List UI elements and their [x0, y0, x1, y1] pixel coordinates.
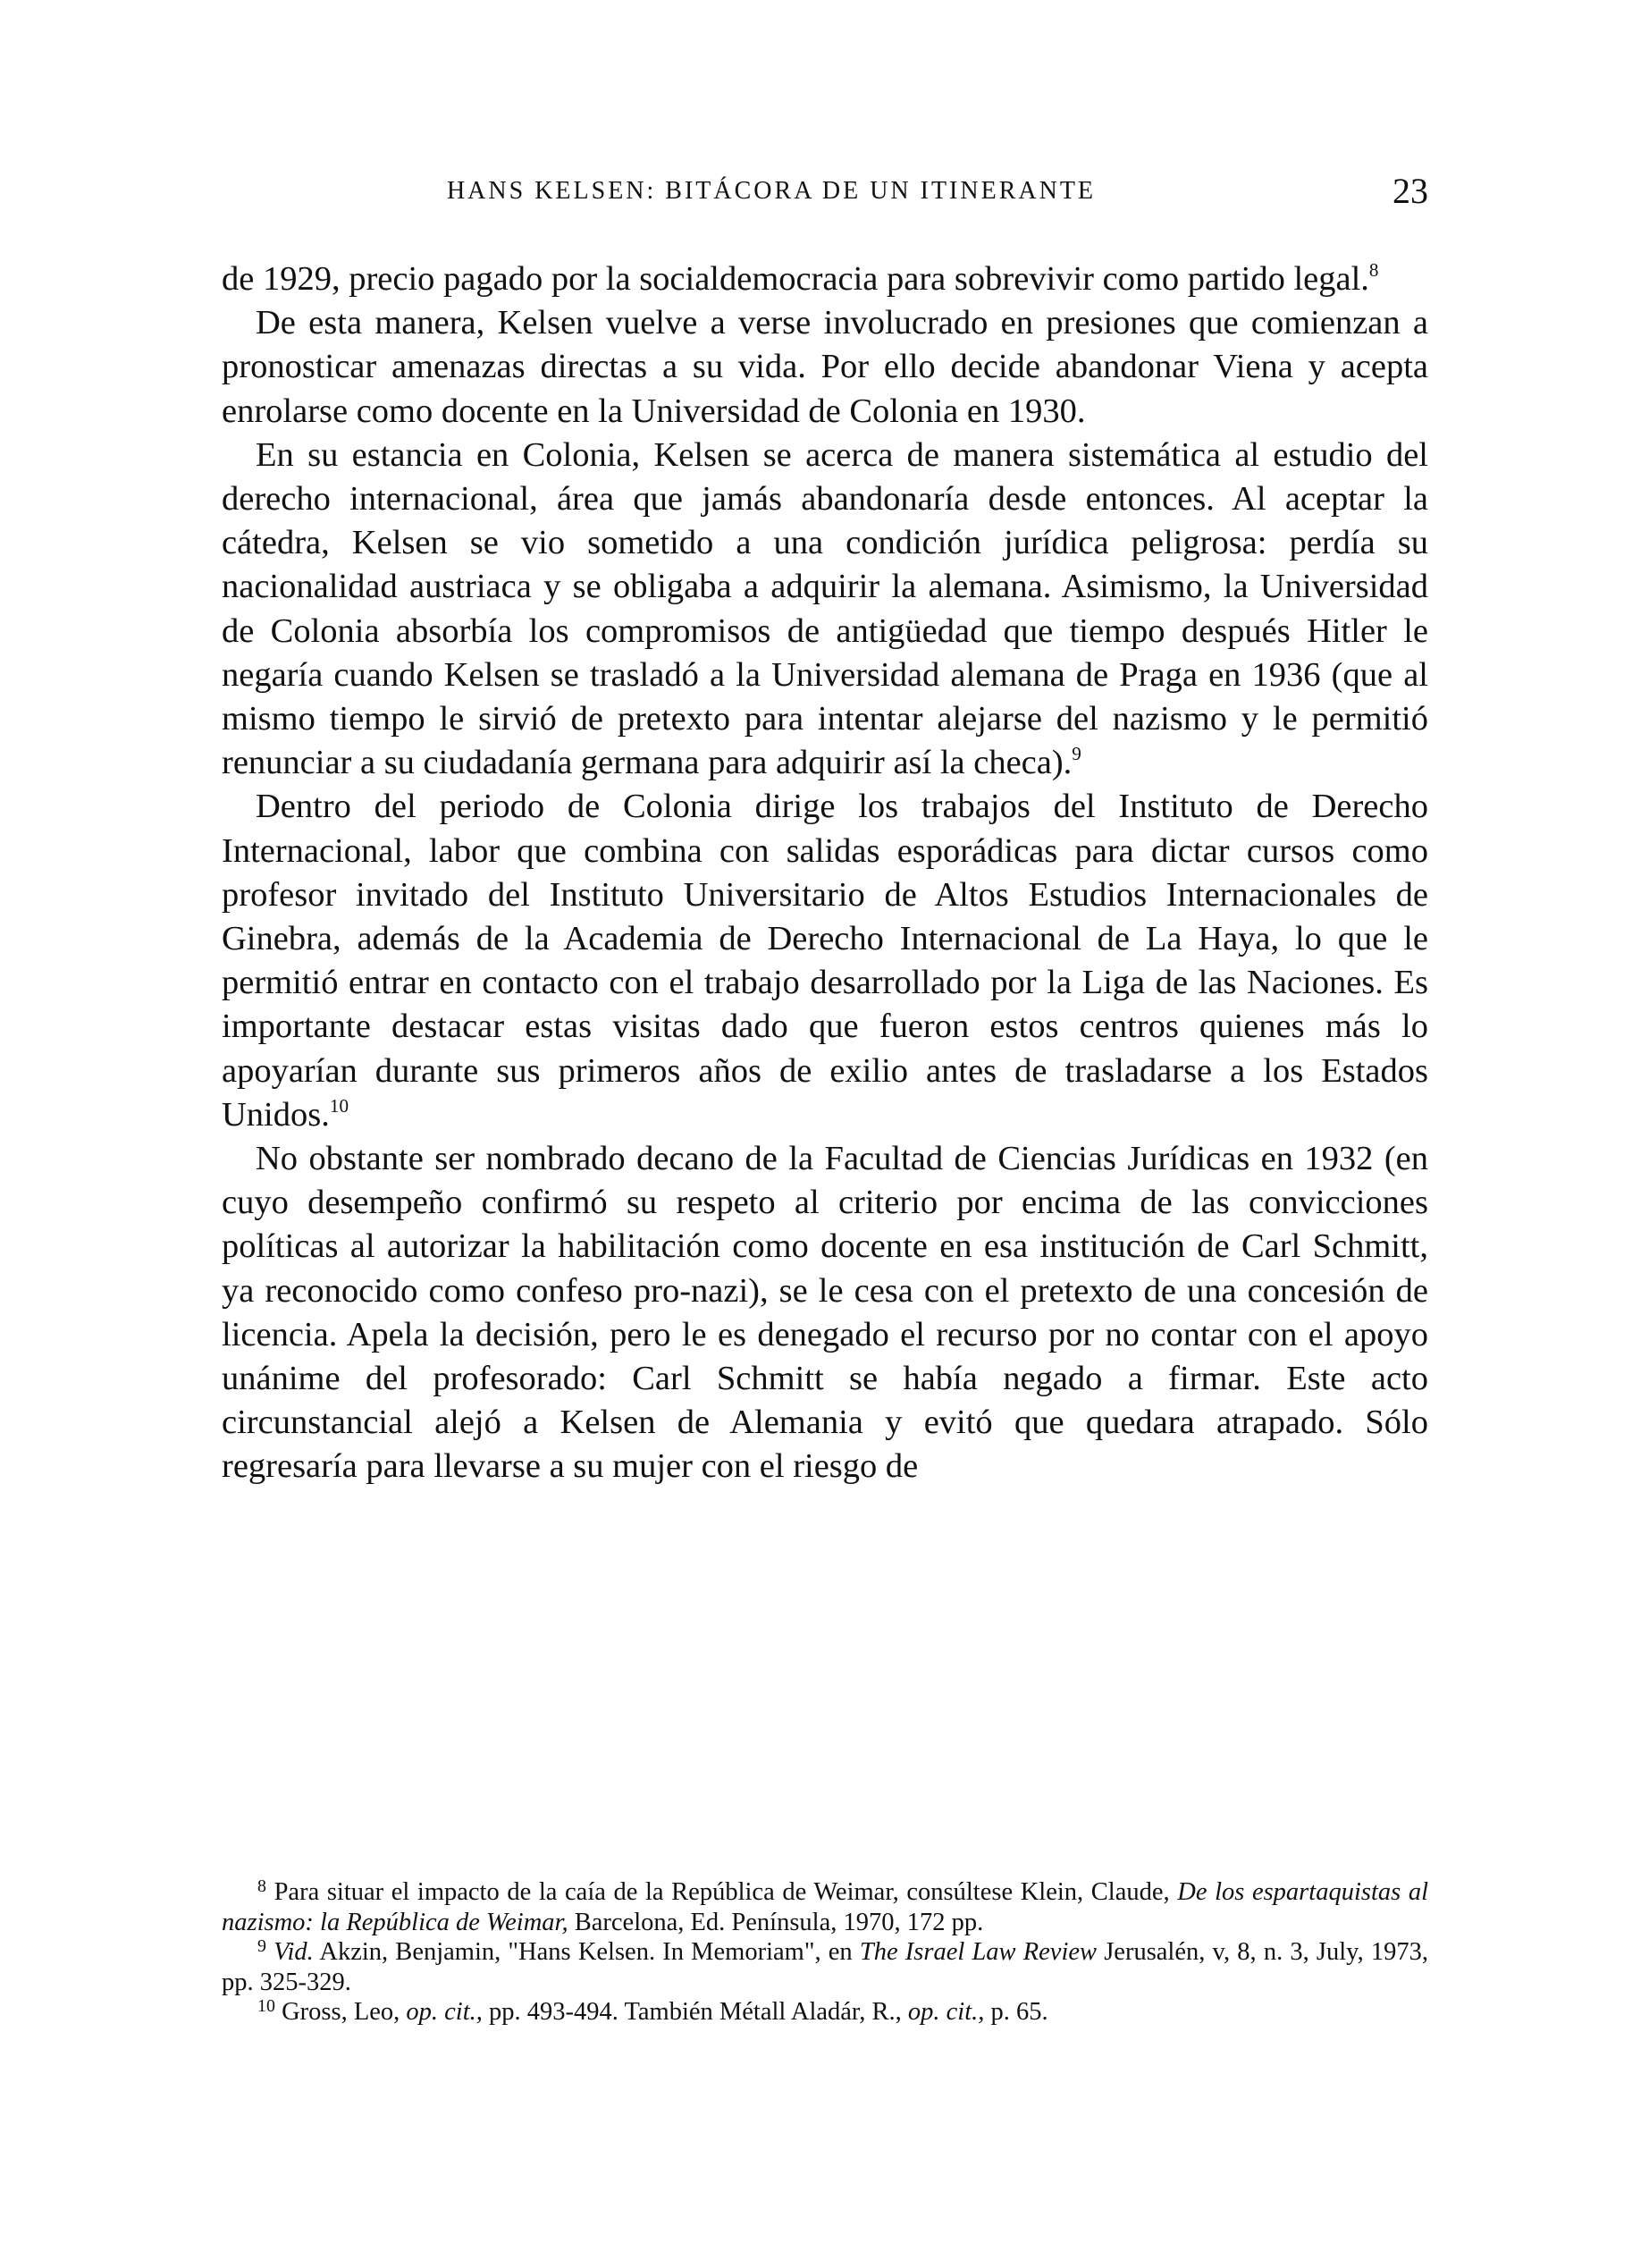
footnote-9-title: The Israel Law Review — [859, 1938, 1098, 1966]
footnote-10-mid: pp. 493-494. También Métall Aladár, R., — [482, 1998, 908, 2026]
footnote-ref-10: 10 — [329, 1095, 349, 1117]
footnote-8 — [222, 1877, 1428, 1937]
paragraph-5-text: No obstante ser nombrado decano de la Facultad de Ciencias Jurídicas en 1932 (en cuyo desempeño confirmó su respeto al criterio por encima de las convicciones políticas al autorizar la habilitación como docente en esa institución de Carl Schmitt, ya reconocido como confeso pro-nazi), se le cesa con el pretexto de una concesión de licencia. Apela la decisión, pero le es denegado el recurso por no contar con el apoyo unánime del profesorado: Carl Schmitt se había negado a firmar. Este acto circunstancial alejó a Kelsen de Alemania y evitó que quedara atrapado. Sólo regresaría para llevarse a su mujer con el riesgo de — [222, 1140, 1428, 1486]
paragraph-2-text: De esta manera, Kelsen vuelve a verse involucrado en presiones que comienzan a pronosticar amenazas directas a su vida. Por ello decide abandonar Viena y acepta enrolarse como docente en la Universidad de Colonia en 1930. — [222, 304, 1428, 430]
footnote-10 — [222, 1997, 1428, 2028]
paragraph-2 — [222, 301, 1428, 434]
footnote-8-title: De los espartaquistas al nazismo: la República de Weimar, — [222, 1878, 1428, 1936]
footnote-ref-9: 9 — [1072, 743, 1081, 765]
running-head — [222, 170, 1428, 223]
footnote-8-post: Barcelona, Ed. Península, 1970, 172 pp. — [568, 1908, 984, 1936]
footnote-9-pre: Akzin, Benjamin, "Hans Kelsen. In Memoriam", en — [313, 1938, 860, 1966]
footnote-10-pre: Gross, Leo, — [282, 1998, 407, 2026]
footnote-ref-8: 8 — [1368, 259, 1379, 282]
paragraph-4 — [222, 785, 1428, 1137]
footnote-10-cit-1: op. cit., — [406, 1998, 483, 2026]
paragraph-3 — [222, 434, 1428, 786]
footnote-9-lead: Vid. — [273, 1938, 314, 1966]
footnote-9-mark: 9 — [257, 1936, 266, 1957]
paragraph-5 — [222, 1137, 1428, 1489]
footnote-10-mark: 10 — [257, 1996, 275, 2017]
footnote-9 — [222, 1937, 1428, 1997]
footnote-9-post: Jerusalén, v, 8, n. 3, July, 1973, pp. 325-329. — [222, 1938, 1429, 1996]
running-title: HANS KELSEN: BITÁCORA DE UN ITINERANTE — [446, 177, 1097, 205]
paragraph-3-text: En su estancia en Colonia, Kelsen se acerca de manera sistemática al estudio del derecho internacional, área que jamás abandonaría desde entonces. Al aceptar la cátedra, Kelsen se vio sometido a una condición jurídica peligrosa: perdía su nacionalidad austriaca y se obligaba a adquirir la alemana. Asimismo, la Universidad de Colonia absorbía los compromisos de antigüedad que tiempo después Hitler le negaría cuando Kelsen se trasladó a la Universidad alemana de Praga en 1936 (que al mismo tiempo le sirvió de pretexto para intentar alejarse del nazismo y le permitió renunciar a su ciudadanía germana para adquirir así la checa). — [222, 435, 1428, 782]
body-text — [222, 257, 1428, 1489]
footnote-10-post: p. 65. — [984, 1998, 1048, 2026]
page-number: 23 — [1392, 171, 1428, 211]
paragraph-1 — [222, 257, 1428, 301]
paragraph-1-text: de 1929, precio pagado por la socialdemocracia para sobrevivir como partido legal. — [222, 260, 1369, 298]
footnote-8-mark: 8 — [257, 1876, 266, 1897]
footnote-10-cit-2: op. cit., — [907, 1998, 985, 2026]
footnote-8-pre: Para situar el impacto de la caía de la República de Weimar, consúltese Klein, Claude, — [273, 1878, 1178, 1906]
footnotes — [222, 1877, 1428, 2028]
paragraph-4-text: Dentro del periodo de Colonia dirige los trabajos del Instituto de Derecho Internacional, labor que combina con salidas esporádicas para dictar cursos como profesor invitado del Instituto Universitario de Altos Estudios Internacionales de Ginebra, además de la Academia de Derecho Internacional de La Haya, lo que le permitió entrar en contacto con el trabajo desarrollado por la Liga de las Naciones. Es importante destacar estas visitas dado que fueron estos centros quienes más lo apoyarían durante sus primeros años de exilio antes de trasladarse a los Estados Unidos. — [222, 788, 1428, 1134]
